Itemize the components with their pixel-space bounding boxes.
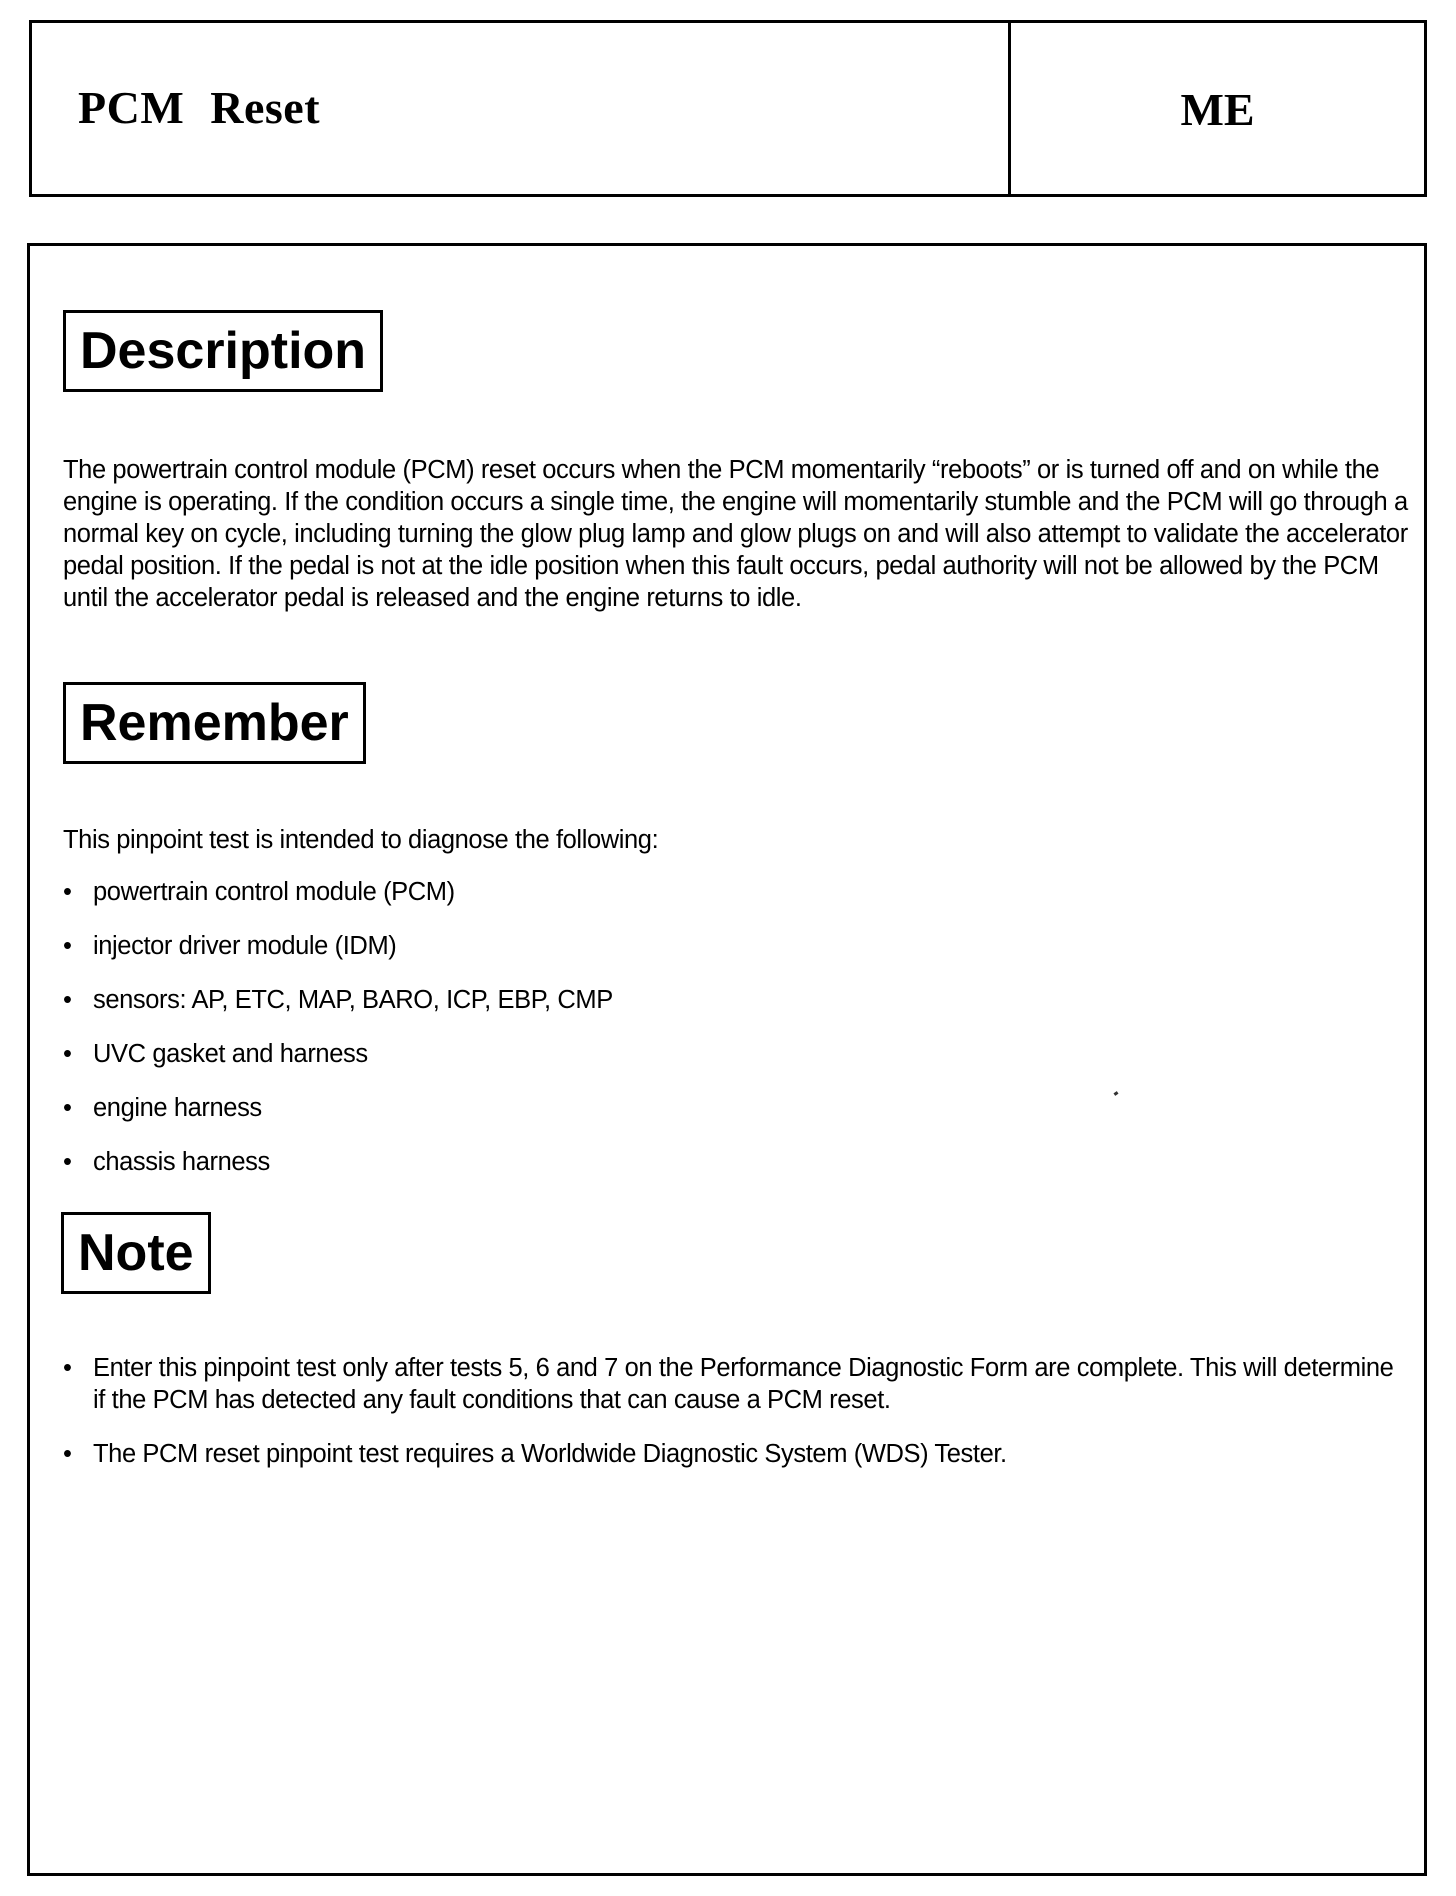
content-box	[27, 243, 1427, 1876]
list-item: • sensors: AP, ETC, MAP, BARO, ICP, EBP, CMP	[63, 986, 613, 1014]
list-item: • UVC gasket and harness	[63, 1040, 368, 1068]
section-code: ME	[1180, 84, 1255, 135]
bullet-icon: •	[63, 878, 72, 906]
list-item: • The PCM reset pinpoint test requires a Worldwide Diagnostic System (WDS) Tester.	[63, 1440, 1007, 1468]
list-item: • chassis harness	[63, 1148, 270, 1176]
note-heading: Note	[61, 1212, 211, 1294]
description-heading: Description	[63, 310, 383, 392]
remember-list	[63, 876, 1403, 1200]
bullet-icon: •	[63, 1148, 72, 1176]
page-title: PCM Reset	[78, 82, 321, 133]
header-box	[29, 20, 1427, 197]
remember-intro: This pinpoint test is intended to diagnose the following:	[63, 826, 659, 854]
bullet-icon: •	[63, 1354, 72, 1382]
list-item: • Enter this pinpoint test only after tests 5, 6 and 7 on the Performance Diagnostic Form are complete. This will determine if the PCM has detected any fault conditions that can cause a PCM reset.	[63, 1354, 1394, 1414]
description-text: The powertrain control module (PCM) reset occurs when the PCM momentarily “reboots” or is turned off and on while the engine is operating. If the condition occurs a single time, the engine will momentarily stumble and the PCM will go through a normal key on cycle, including turning the glow plug lamp and glow plugs on and will also attempt to validate the accelerator pedal position. If the pedal is not at the idle position when this fault occurs, pedal authority will not be allowed by the PCM until the accelerator pedal is released and the engine returns to idle.	[63, 456, 1408, 612]
bullet-icon: •	[63, 986, 72, 1014]
list-item: • powertrain control module (PCM)	[63, 878, 455, 906]
list-item: • engine harness	[63, 1094, 262, 1122]
remember-heading: Remember	[63, 682, 366, 764]
bullet-icon: •	[63, 1040, 72, 1068]
list-item: • injector driver module (IDM)	[63, 932, 397, 960]
bullet-icon: •	[63, 1440, 72, 1468]
note-list	[63, 1352, 1403, 1492]
bullet-icon: •	[63, 1094, 72, 1122]
bullet-icon: •	[63, 932, 72, 960]
